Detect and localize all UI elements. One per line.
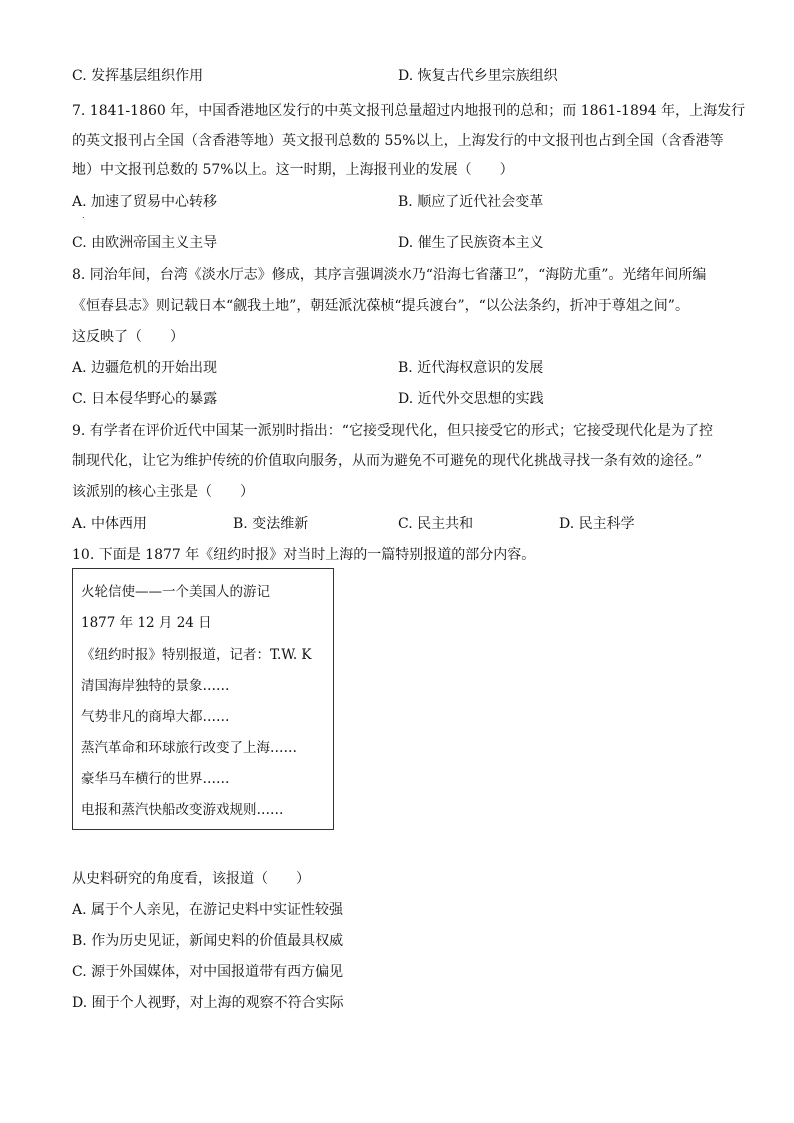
q10-news-excerpt-box <box>72 568 334 830</box>
q9-option-d: D. 民主科学 <box>559 516 635 532</box>
q7-option-d: D. 催生了民族资本主义 <box>398 235 544 251</box>
q9-stem-line-3: 该派别的核心主张是（ ） <box>72 484 254 500</box>
excerpt-line: 电报和蒸汽快船改变游戏规则…… <box>81 802 284 818</box>
excerpt-byline: 《纽约时报》特别报道，记者：T.W. K <box>81 647 312 663</box>
q10-option-c: C. 源于外国媒体，对中国报道带有西方偏见 <box>72 964 344 980</box>
q10-stem: 10. 下面是 1877 年《纽约时报》对当时上海的一篇特别报道的部分内容。 <box>72 547 536 563</box>
q10-option-b: B. 作为历史见证，新闻史料的价值最具权威 <box>72 933 344 949</box>
q8-option-b: B. 近代海权意识的发展 <box>398 360 544 376</box>
q8-stem-line-1: 8. 同治年间，台湾《淡水厅志》修成，其序言强调淡水乃“沿海七省藩卫”，“海防尤重”。光绪年间所编 <box>72 267 707 283</box>
excerpt-date: 1877 年 12 月 24 日 <box>81 615 212 631</box>
q10-option-d: D. 囿于个人视野，对上海的观察不符合实际 <box>72 995 344 1011</box>
q6-option-c: C. 发挥基层组织作用 <box>72 68 204 84</box>
q10-option-a: A. 属于个人亲见，在游记史料中实证性较强 <box>72 902 344 918</box>
q9-stem-line-2: 制现代化，让它为维护传统的价值取向服务，从而为避免不可避免的现代化挑战寻找一条有效的途径。” <box>72 453 703 469</box>
q7-option-a: A. 加速了贸易中心转移 <box>72 194 218 210</box>
q7-stem-line-2: 的英文报刊占全国（含香港等地）英文报刊总数的 55%以上，上海发行的中文报刊也占到全国（含香港等 <box>72 133 724 149</box>
q8-stem-line-3: 这反映了（ ） <box>72 329 184 345</box>
q6-option-d: D. 恢复古代乡里宗族组织 <box>398 68 558 84</box>
excerpt-line: 豪华马车横行的世界…… <box>81 771 230 787</box>
stray-dot-mark: . <box>82 211 85 220</box>
excerpt-line: 蒸汽革命和环球旅行改变了上海…… <box>81 740 297 756</box>
q7-stem-line-1: 7. 1841-1860 年，中国香港地区发行的中英文报刊总量超过内地报刊的总和；而 1861-1894 年，上海发行 <box>72 103 746 119</box>
excerpt-line: 清国海岸独特的景象…… <box>81 678 230 694</box>
q8-option-a: A. 边疆危机的开始出现 <box>72 360 218 376</box>
q7-stem-line-3: 地）中文报刊总数的 57%以上。这一时期，上海报刊业的发展（ ） <box>72 162 514 178</box>
q8-option-c: C. 日本侵华野心的暴露 <box>72 391 218 407</box>
excerpt-line: 气势非凡的商埠大都…… <box>81 709 230 725</box>
q7-option-c: C. 由欧洲帝国主义主导 <box>72 235 218 251</box>
q9-option-b: B. 变法维新 <box>233 516 309 532</box>
q9-option-c: C. 民主共和 <box>398 516 474 532</box>
q8-option-d: D. 近代外交思想的实践 <box>398 391 544 407</box>
q7-option-b: B. 顺应了近代社会变革 <box>398 194 544 210</box>
excerpt-title: 火轮信使——一个美国人的游记 <box>81 584 270 600</box>
q10-question: 从史料研究的角度看，该报道（ ） <box>72 871 310 887</box>
q9-stem-line-1: 9. 有学者在评价近代中国某一派别时指出：“它接受现代化，但只接受它的形式；它接受现代化是为了控 <box>72 423 713 439</box>
q8-stem-line-2: 《恒春县志》则记载日本“觎我土地”，朝廷派沈葆桢“提兵渡台”，“以公法条约，折冲于尊俎之间”。 <box>72 298 689 314</box>
q9-option-a: A. 中体西用 <box>72 516 148 532</box>
